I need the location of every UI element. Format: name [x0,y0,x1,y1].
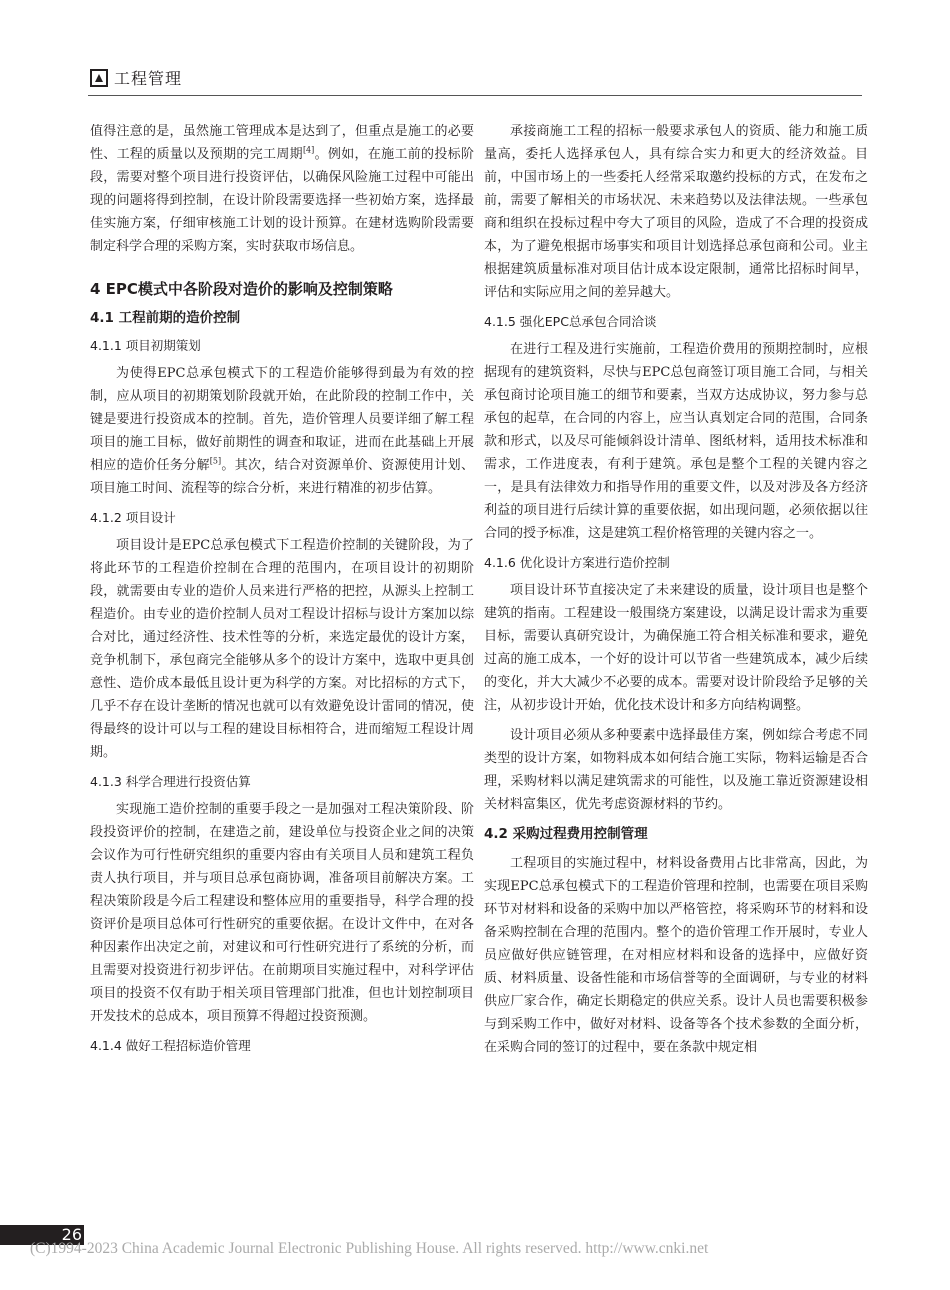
paragraph: 工程项目的实施过程中，材料设备费用占比非常高，因此，为实现EPC总承包模式下的工程造价管理和控制，也需要在项目采购环节对材料和设备的采购中加以严格管控，将采购环节的材料和设备采购控制在合理的范围内。整个的造价管理工作开展时，专业人员应做好供应链管理，在对相应材料和设备的选择中，应做好资质、材料质量、设备性能和市场信誉等的全面调研，与专业的材料供应厂家合作，确定长期稳定的供应关系。设计人员也需要积极参与到采购工作中，做好对材料、设备等各个技术参数的全面分析，在采购合同的签订的过程中，要在条款中规定相 [484,856,868,1055]
paragraph: 设计项目必须从多种要素中选择最佳方案，例如综合考虑不同类型的设计方案，如物料成本如何结合施工实际，物料运输是否合理，采购材料以满足建筑需求的可能性，以及施工靠近资源建设相关材料富集区，优先考虑资源材料的节约。 [484,728,868,812]
header-rule [88,95,862,96]
left-column [90,120,474,1062]
paragraph: 值得注意的是，虽然施工管理成本是达到了，但重点是施工的必要性、工程的质量以及预期的完工周期[4]。例如，在施工前的投标阶段，需要对整个项目进行投资评估，以确保风险施工过程中可能出现的问题将得到控制，在设计阶段需要选择一些初始方案，选择最佳实施方案，仔细审核施工计划的设计预算。在建材选购阶段需要制定科学合理的采购方案，实时获取市场信息。 [90,124,474,254]
page-number: 26 [0,1225,84,1245]
journal-logo-icon [90,69,108,87]
subsubsection-heading: 4.1.3 科学合理进行投资估算 [90,774,251,789]
paragraph: 为使得EPC总承包模式下的工程造价能够得到最为有效的控制，应从项目的初期策划阶段就开始，在此阶段的控制工作中，关键是要进行投资成本的控制。首先，造价管理人员要详细了解工程项目的施工目标，做好前期性的调查和取证，进而在此基础上开展相应的造价任务分解[5]。其次，结合对资源单价、资源使用计划、项目施工时间、流程等的综合分析，来进行精准的初步估算。 [90,366,474,496]
section-heading: 4 EPC模式中各阶段对造价的影响及控制策略 [90,280,393,298]
subsection-heading: 4.2 采购过程费用控制管理 [484,826,648,842]
subsubsection-heading: 4.1.1 项目初期策划 [90,338,201,353]
citation: [4] [302,145,315,155]
subsubsection-heading: 4.1.5 强化EPC总承包合同洽谈 [484,314,657,329]
citation: [5] [209,456,222,466]
copyright-notice: (C)1994-2023 China Academic Journal Electronic Publishing House. All rights reserved. http://www.cnki.net [30,1240,709,1257]
right-column [484,120,868,1066]
subsubsection-heading: 4.1.4 做好工程招标造价管理 [90,1038,251,1053]
paragraph: 项目设计环节直接决定了未来建设的质量，设计项目也是整个建筑的指南。工程建设一般围绕方案建设，以满足设计需求为重要目标，需要认真研究设计，为确保施工符合相关标准和要求，避免过高的施工成本，一个好的设计可以节省一些建筑成本，减少后续的变化，并大大减少不必要的成本。需要对设计阶段给予足够的关注，从初步设计开始，优化技术设计和多方向结构调整。 [484,583,868,713]
paragraph: 在进行工程及进行实施前，工程造价费用的预期控制时，应根据现有的建筑资料，尽快与EPC总包商签订项目施工合同，与相关承包商讨论项目施工的细节和要素，当双方达成协议，努力参与总承包的起草，在合同的内容上，应当认真划定合同的范围，合同条款和形式，以及尽可能倾斜设计清单、图纸材料，适用技术标准和需求，工作进度表，有利于建筑。承包是整个工程的关键内容之一，是具有法律效力和指导作用的重要文件，以及对涉及各方经济利益的项目进行后续计算的重要依据，如出现问题，必须依据以往合同的授予标准，这是建筑工程价格管理的关键内容之一。 [484,342,868,541]
paragraph: 实现施工造价控制的重要手段之一是加强对工程决策阶段、阶段投资评价的控制，在建造之前，建设单位与投资企业之间的决策会议作为可行性研究组织的重要内容由有关项目人员和建筑工程负责人执行项目，并与项目总承包商协调，准备项目前解决方案。工程决策阶段是今后工程建设和整体应用的重要指导，科学合理的投资评价是项目总体可行性研究的重要依据。在设计文件中，在对各种因素作出决定之前，对建议和可行性研究进行了系统的分析，而且需要对投资进行初步评估。在前期项目实施过程中，对科学评估项目的投资不仅有助于相关项目管理部门批准，但也计划控制项目开发技术的总成本，项目预算不得超过投资预测。 [90,802,474,1024]
subsection-heading: 4.1 工程前期的造价控制 [90,310,241,326]
paragraph: 承接商施工工程的招标一般要求承包人的资质、能力和施工质量高，委托人选择承包人，具有综合实力和更大的经济效益。目前，中国市场上的一些委托人经常采取邀约投标的方式，在发布之前，需要了解相关的市场状况、未来趋势以及法律法规。一些承包商和组织在投标过程中夸大了项目的风险，造成了不合理的投资成本，为了避免根据市场事实和项目计划选择总承包商和公司。业主根据建筑质量标准对项目估计成本设定限制，通常比招标时间早，评估和实际应用之间的差异越大。 [484,124,868,300]
journal-title: 工程管理 [114,69,183,88]
subsubsection-heading: 4.1.2 项目设计 [90,510,176,525]
paragraph: 项目设计是EPC总承包模式下工程造价控制的关键阶段，为了将此环节的工程造价控制在合理的范围内，在项目设计的初期阶段，就需要由专业的造价人员来进行严格的把控，从源头上控制工程造价。由专业的造价控制人员对工程设计招标与设计方案加以综合对比，通过经济性、技术性等的分析，来选定最优的设计方案，竞争机制下，承包商完全能够从多个的设计方案中，选取中更具创意性、造价成本最低且设计更为科学的方案。对比招标的方式下，几乎不存在设计垄断的情况也就可以有效避免设计雷同的情况，使得最终的设计可以与工程的建设目标相符合，进而缩短工程设计周期。 [90,538,474,760]
subsubsection-heading: 4.1.6 优化设计方案进行造价控制 [484,555,670,570]
running-header [90,66,182,89]
